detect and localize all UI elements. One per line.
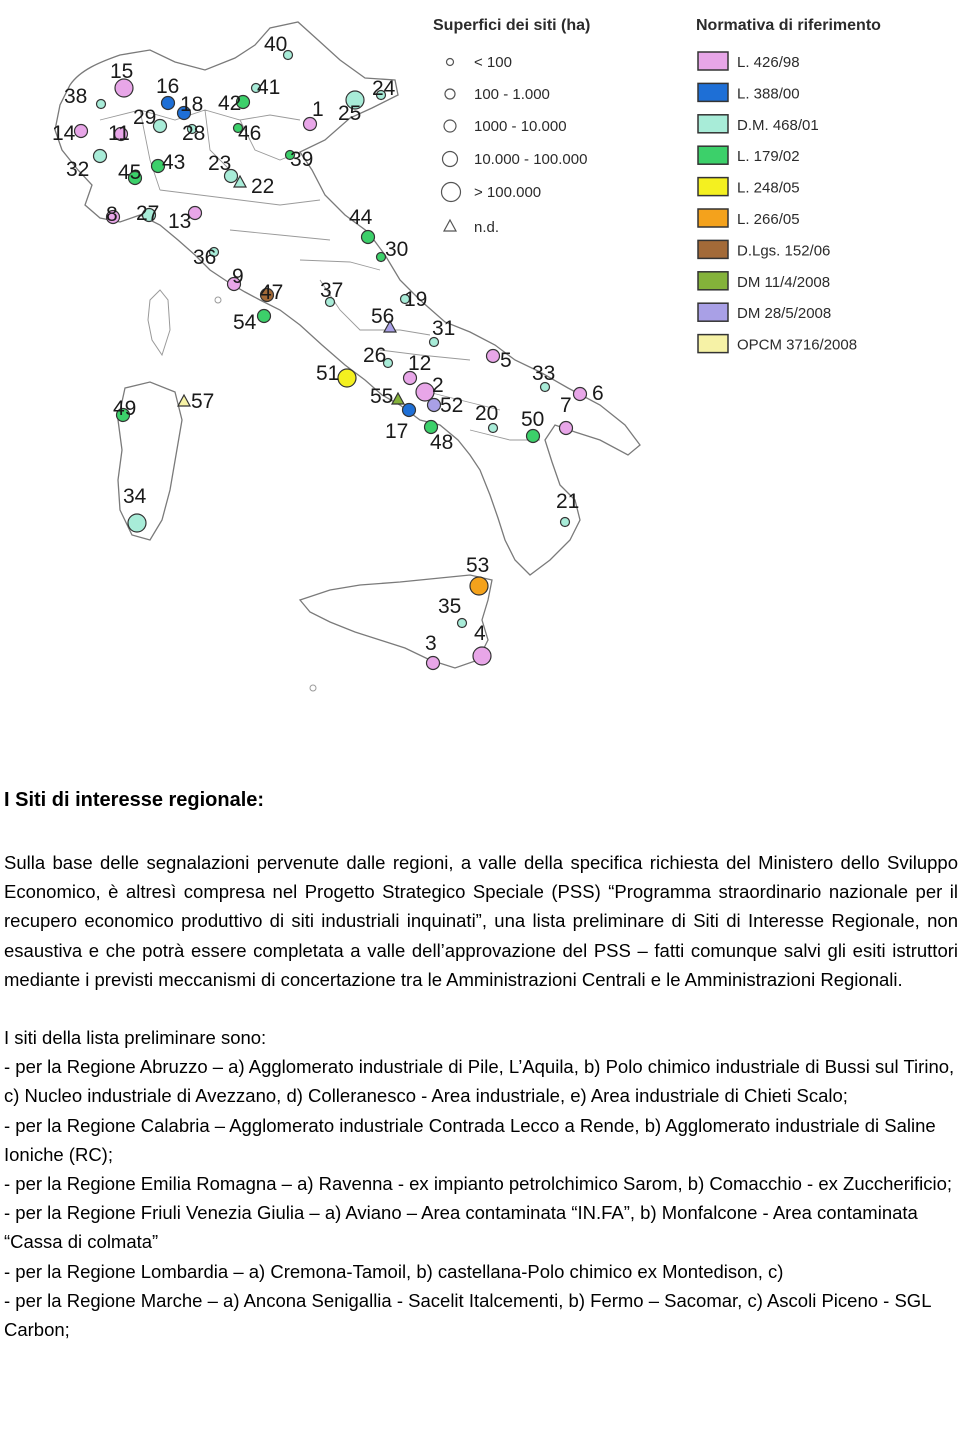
small-island <box>215 297 221 303</box>
site-number: 3 <box>425 632 437 655</box>
norm-label: OPCM 3716/2008 <box>737 336 858 354</box>
site-number: 26 <box>363 344 387 367</box>
norm-swatch <box>698 209 728 227</box>
site-number: 44 <box>349 206 373 229</box>
site-number: 22 <box>251 175 275 198</box>
site-number: 41 <box>257 76 281 99</box>
site-marker <box>128 514 146 532</box>
site-marker <box>428 399 441 412</box>
norm-label: D.Lgs. 152/06 <box>737 242 831 260</box>
site-number: 49 <box>113 397 137 420</box>
site-number: 24 <box>372 77 396 100</box>
site-number: 11 <box>108 122 130 145</box>
site-number: 7 <box>560 394 572 417</box>
legend-sizes <box>433 17 590 236</box>
norm-label: L. 179/02 <box>737 148 800 166</box>
norm-label: D.M. 468/01 <box>737 116 819 134</box>
section-title: I Siti di interesse regionale: <box>4 789 265 811</box>
region-lombardia: - per la Regione Lombardia – a) Cremona-Tamoil, b) castellana-Polo chimico ex Montedison, c) <box>4 1260 784 1282</box>
region-emilia-romagna: - per la Regione Emilia Romagna – a) Ravenna - ex impianto petrolchimico Sarom, b) Comacchio - ex Zuccherificio; <box>4 1173 953 1195</box>
site-marker <box>97 100 106 109</box>
site-marker <box>458 619 467 628</box>
norm-label: L. 266/05 <box>737 211 800 228</box>
site-number: 53 <box>466 554 490 577</box>
site-marker <box>94 150 107 163</box>
legend-norms-title: Normativa di riferimento <box>696 17 881 34</box>
site-number: 1 <box>312 98 324 121</box>
site-number: 14 <box>52 122 76 145</box>
size-marker-gt100000 <box>442 183 461 202</box>
site-number: 16 <box>156 75 180 98</box>
norm-label: L. 388/00 <box>737 85 800 103</box>
site-number: 36 <box>193 246 217 269</box>
site-number: 20 <box>475 402 499 425</box>
site-marker <box>561 518 570 527</box>
site-number: 29 <box>133 106 157 129</box>
site-number: 9 <box>232 265 244 288</box>
site-number: 37 <box>320 279 344 302</box>
site-number: 45 <box>118 161 142 184</box>
site-number: 35 <box>438 595 462 618</box>
site-number: 42 <box>218 92 242 115</box>
size-marker-10000-100000 <box>443 152 458 167</box>
norm-swatch <box>698 303 728 321</box>
site-number: 27 <box>136 202 160 225</box>
site-marker <box>338 369 356 387</box>
site-marker <box>560 422 573 435</box>
region-abruzzo: - per la Regione Abruzzo – a) Agglomerato industriale di Pile, L’Aquila, b) Polo chimico industriale di Bussi sul Tirino, c) Nucleo industriale di Avezzano, d) Colleranesco - Area industriale, e) Area industriale di Chieti Scalo; <box>4 1056 955 1107</box>
site-marker <box>75 125 88 138</box>
site-number: 57 <box>191 390 215 413</box>
size-label-nd: n.d. <box>474 219 500 236</box>
intro-paragraph: Sulla base delle segnalazioni pervenute dalle regioni, a valle della specifica richiesta del Ministero dello Sviluppo Economico, è altresì compresa nel Progetto Strategico Speciale (PSS) “Programma straordinario nazionale per il recupero economico produttivo di siti industriali inquinati”, una lista preliminare di Siti di Interesse Regionale, non esaustiva e che potrà essere completata a valle dell’approvazione del PSS – fatti comunque salvi gli esiti istruttori mediante i previsti meccanismi di concertazione tra le Amministrazioni Centrali e le Amministrazioni Regionali. <box>4 852 958 990</box>
site-number: 38 <box>64 85 88 108</box>
site-number: 5 <box>500 349 512 372</box>
norm-label: DM 11/4/2008 <box>737 273 831 291</box>
site-number: 39 <box>290 148 314 171</box>
site-number: 33 <box>532 362 556 385</box>
norm-swatch <box>698 178 728 196</box>
region-friuli-venezia-giulia: - per la Regione Friuli Venezia Giulia – a) Aviano – Area contaminata “IN.FA”, b) Monfalcone - Area contaminata “Cassa di colmata” <box>4 1202 918 1253</box>
size-marker-100-1000 <box>445 89 455 99</box>
site-marker <box>473 647 491 665</box>
norm-swatch <box>698 115 728 133</box>
norm-label: DM 28/5/2008 <box>737 305 832 323</box>
legend-sizes-title: Superfici dei siti (ha) <box>433 17 591 34</box>
site-number: 31 <box>432 317 456 340</box>
site-number: 18 <box>180 93 204 116</box>
size-label-10000-100000: 10.000 - 100.000 <box>474 151 588 168</box>
site-number: 17 <box>385 420 409 443</box>
corsica-outline <box>148 290 170 355</box>
site-number: 30 <box>385 238 409 261</box>
site-number: 13 <box>168 210 192 233</box>
document-body <box>4 780 958 1344</box>
norm-swatch <box>698 240 728 258</box>
site-number: 6 <box>592 382 604 405</box>
site-marker <box>470 577 488 595</box>
norm-swatch <box>698 335 728 353</box>
site-number: 25 <box>338 102 362 125</box>
site-number: 15 <box>110 60 134 83</box>
site-number: 32 <box>66 158 90 181</box>
region-marche: - per la Regione Marche – a) Ancona Senigallia - Sacelit Italcementi, b) Fermo – Sacomar, c) Ascoli Piceno - SGL Carbon; <box>4 1289 931 1341</box>
site-number: 54 <box>233 311 257 334</box>
site-marker <box>487 350 500 363</box>
site-number: 8 <box>106 203 118 226</box>
norm-swatch <box>698 52 728 70</box>
site-marker <box>162 97 175 110</box>
site-number: 51 <box>316 362 340 385</box>
site-marker <box>392 393 404 404</box>
site-marker <box>362 231 375 244</box>
site-number: 48 <box>430 431 454 454</box>
size-label-1000-10000: 1000 - 10.000 <box>474 118 567 135</box>
site-number: 2 <box>432 374 444 397</box>
norm-swatch <box>698 83 728 101</box>
site-marker <box>427 657 440 670</box>
site-marker <box>574 388 587 401</box>
size-marker-lt100 <box>447 59 454 66</box>
size-label-100-1000: 100 - 1.000 <box>474 86 550 103</box>
site-marker <box>403 404 416 417</box>
site-number: 12 <box>408 352 432 375</box>
site-number: 40 <box>264 33 288 56</box>
site-number: 50 <box>521 408 545 431</box>
size-marker-1000-10000 <box>444 120 456 132</box>
site-number: 4 <box>474 622 486 645</box>
site-marker <box>258 310 271 323</box>
site-number: 19 <box>404 288 428 311</box>
site-number: 55 <box>370 385 394 408</box>
map-canvas <box>0 0 960 700</box>
site-number: 43 <box>162 151 186 174</box>
site-marker <box>527 430 540 443</box>
italy-sites-map <box>0 0 960 700</box>
size-label-gt100000: > 100.000 <box>474 184 542 201</box>
site-number: 28 <box>182 122 206 145</box>
small-island <box>310 685 316 691</box>
site-number: 56 <box>371 305 395 328</box>
site-number: 34 <box>123 485 147 508</box>
site-number: 23 <box>208 152 232 175</box>
size-label-lt100: < 100 <box>474 54 512 71</box>
legend-norms <box>696 17 881 354</box>
site-number: 46 <box>238 122 262 145</box>
site-marker <box>178 395 190 406</box>
region-calabria: - per la Regione Calabria – Agglomerato industriale Contrada Lecco a Rende, b) Agglomerato industriale di Saline Ioniche (RC); <box>4 1114 936 1165</box>
norm-swatch <box>698 146 728 164</box>
norm-label: L. 248/05 <box>737 179 800 197</box>
site-number: 21 <box>556 490 580 513</box>
site-number: 47 <box>260 281 284 304</box>
size-marker-nd <box>444 220 456 231</box>
norm-label: L. 426/98 <box>737 54 800 71</box>
site-number: 52 <box>440 394 464 417</box>
norm-swatch <box>698 272 728 290</box>
list-intro: I siti della lista preliminare sono: <box>4 1027 267 1049</box>
